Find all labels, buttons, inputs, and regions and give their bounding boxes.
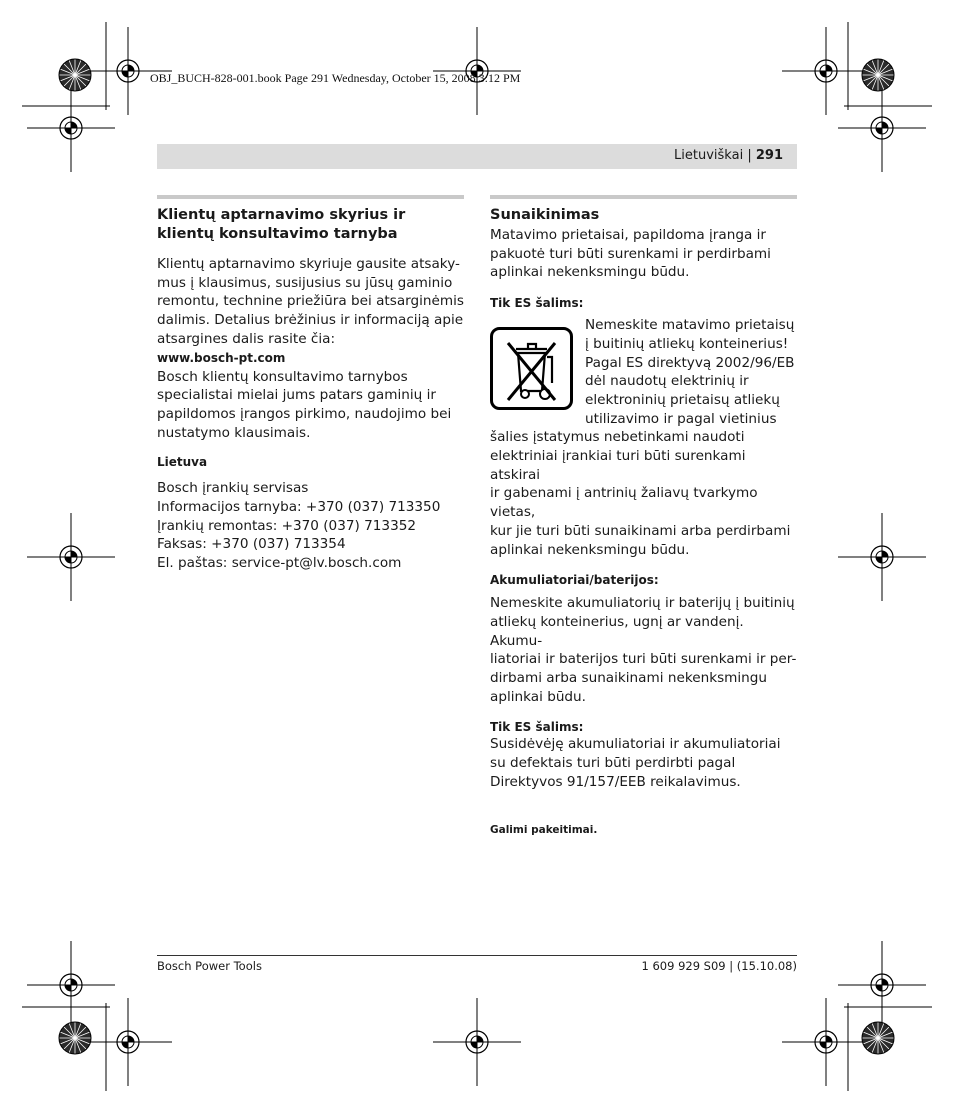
- text-line: papildomos įrangos pirkimo, naudojimo bei: [157, 405, 452, 422]
- text-line: specialistai mielai jums patars gaminių ir: [157, 387, 436, 404]
- battery-paragraph: [490, 594, 797, 706]
- text-line: ir gabenami į antrinių žaliavų tvarkymo vietas,: [490, 485, 758, 521]
- text-line: Bosch klientų konsultavimo tarnybos: [157, 368, 408, 385]
- left-column-rule: [157, 195, 464, 199]
- text-line: kur jie turi būti sunaikinami arba perdirbami: [490, 522, 791, 539]
- eu-wrap-paragraph: [585, 316, 797, 428]
- header-language: Lietuviškai: [674, 148, 744, 163]
- text-line: aplinkai būdu.: [490, 688, 586, 705]
- contact-block: [157, 479, 464, 573]
- consultation-paragraph: [157, 368, 464, 443]
- page-number: 291: [755, 148, 783, 163]
- eu-heading-2: Tik ES šalims:: [490, 720, 584, 735]
- text-line: į buitinių atliekų konteinerius!: [585, 335, 789, 352]
- text-line: mus į klausimus, susijusius su jūsų gaminio: [157, 274, 453, 291]
- text-line: dalimis. Detalius brėžinius ir informaciją apie: [157, 312, 464, 329]
- contact-line: Bosch įrankių servisas: [157, 480, 309, 497]
- service-paragraph: [157, 255, 464, 349]
- text-line: Matavimo prietaisai, papildoma įranga ir: [490, 227, 766, 243]
- text-line: elektroninių prietaisų atliekų: [585, 391, 780, 408]
- contact-email-line: El. paštas: service-pt@lv.bosch.com: [157, 555, 402, 572]
- contact-line: Informacijos tarnyba: +370 (037) 713350: [157, 499, 441, 516]
- country-heading: Lietuva: [157, 455, 208, 470]
- changes-note: Galimi pakeitimai.: [490, 823, 598, 836]
- text-line: atsargines dalis rasite čia:: [157, 330, 336, 347]
- right-column-rule: [490, 195, 797, 199]
- eu-heading-1: Tik ES šalims:: [490, 296, 584, 311]
- website-link[interactable]: www.bosch-pt.com: [157, 350, 286, 365]
- text-line: nustatymo klausimais.: [157, 424, 311, 441]
- disposal-heading: Sunaikinimas: [490, 207, 600, 223]
- text-line: šalies įstatymus nebetinkami naudoti: [490, 429, 745, 446]
- contact-line: Faksas: +370 (037) 713354: [157, 536, 346, 553]
- text-line: liatoriai ir baterijos turi būti surenkami ir per-: [490, 651, 797, 668]
- text-line: elektriniai įrankiai turi būti surenkami atskirai: [490, 448, 746, 483]
- header-separator: |: [747, 148, 752, 163]
- text-line: Direktyvos 91/157/EEB reikalavimus.: [490, 773, 741, 790]
- eu-cont-paragraph: [490, 428, 797, 559]
- eu-paragraph-2: [490, 735, 797, 791]
- text-line: Nemeskite matavimo prietaisų: [585, 317, 795, 334]
- text-line: Klientų aptarnavimo skyriuje gausite atsaky-: [157, 256, 460, 272]
- crossed-bin-icon: [490, 327, 573, 410]
- text-line: utilizavimo ir pagal vietinius: [585, 410, 777, 427]
- text-line: su defektais turi būti perdirbti pagal: [490, 755, 736, 772]
- battery-heading: Akumuliatoriai/baterijos:: [490, 573, 659, 588]
- print-slug: OBJ_BUCH-828-001.book Page 291 Wednesday, October 15, 2008 3:12 PM: [150, 71, 521, 85]
- contact-line: Įrankių remontas: +370 (037) 713352: [157, 517, 417, 534]
- text-line: aplinkai nekenksmingu būdu.: [490, 541, 690, 558]
- service-heading: Klientų aptarnavimo skyrius ir klientų konsultavimo tarnyba: [157, 207, 406, 242]
- footer-rule: [157, 955, 797, 956]
- text-line: remontu, technine priežiūra bei atsarginėmis: [157, 293, 465, 310]
- text-line: Susidėvėję akumuliatoriai ir akumuliatoriai: [490, 736, 781, 753]
- text-line: aplinkai nekenksmingu būdu.: [490, 264, 690, 281]
- footer-brand: Bosch Power Tools: [157, 959, 262, 973]
- text-line: pakuotė turi būti surenkami ir perdirbami: [490, 245, 771, 262]
- text-line: Pagal ES direktyvą 2002/96/EB: [585, 354, 795, 371]
- text-line: Nemeskite akumuliatorių ir baterijų į buitinių: [490, 595, 795, 612]
- text-line: dėl naudotų elektrinių ir: [585, 373, 749, 390]
- left-column: [157, 195, 464, 573]
- disposal-paragraph: [490, 226, 797, 282]
- right-column: [490, 195, 797, 839]
- footer-doc-number: 1 609 929 S09 | (15.10.08): [641, 959, 797, 973]
- text-line: dirbami arba sunaikinami nekenksmingu: [490, 670, 768, 687]
- header-text: [674, 148, 783, 163]
- page-header: [157, 144, 797, 169]
- text-line: atliekų konteinerius, ugnį ar vandenį. Akumu-: [490, 613, 744, 649]
